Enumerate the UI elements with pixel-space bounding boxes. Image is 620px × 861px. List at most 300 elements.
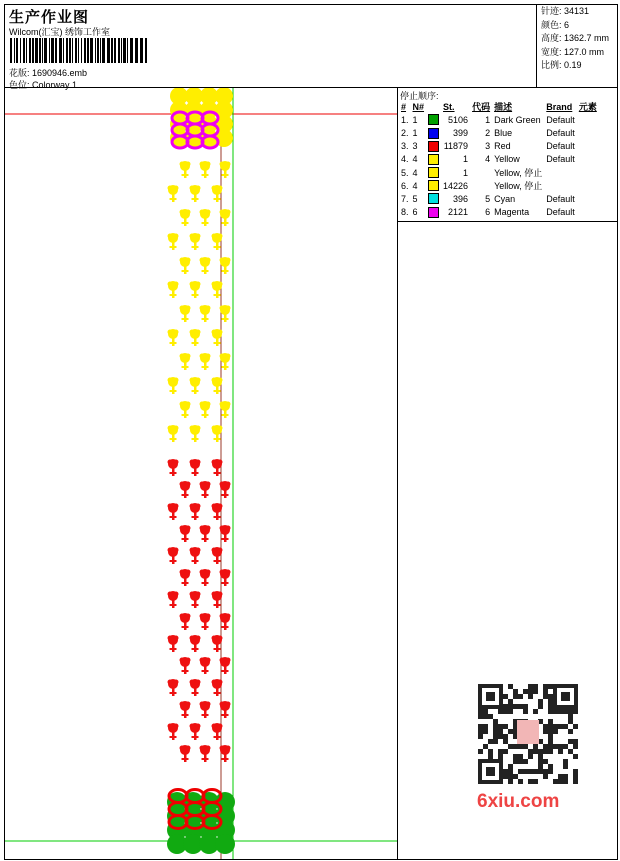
flower-petal [200, 482, 205, 487]
qr-module [508, 774, 513, 779]
flower-petal [200, 354, 205, 359]
flower-stem [216, 337, 219, 346]
stop-sequence-panel [398, 88, 618, 222]
flower-petal [186, 162, 191, 167]
color-swatch [428, 207, 439, 218]
table-header-row [399, 100, 599, 113]
qr-module [548, 684, 553, 689]
cell-description: Magenta [494, 207, 530, 218]
flower-petal [180, 402, 185, 407]
qr-module [513, 704, 518, 709]
flower-leaf [202, 270, 209, 272]
col-description: 描述 [494, 102, 513, 113]
flower-stem [224, 361, 227, 370]
flower-stem [172, 643, 175, 652]
flower-stem [172, 193, 175, 202]
table-row [399, 126, 599, 139]
studio-name: Wilcom(汇宝) 绣饰工作室 [9, 27, 110, 37]
flower-leaf [214, 604, 221, 606]
flower-petal [218, 282, 223, 287]
cell-description: Dark Green [494, 114, 541, 125]
qr-module [528, 779, 533, 784]
stat-height: 高度: 1362.7 mm [541, 33, 610, 43]
flower-petal [196, 680, 201, 685]
flower-leaf [202, 174, 209, 176]
flower-leaf [182, 538, 189, 540]
flower-leaf [214, 516, 221, 518]
stats-panel [536, 4, 618, 88]
flower-petal [226, 658, 231, 663]
color-swatch [428, 180, 439, 191]
flower-stem [184, 665, 187, 674]
cell-element [577, 113, 599, 126]
cell-brand: Default [546, 207, 575, 218]
flower-petal [180, 258, 185, 263]
flower-petal [220, 526, 225, 531]
qr-module [508, 729, 513, 734]
cell-needle: 4 [412, 180, 418, 191]
qr-module [533, 779, 538, 784]
flower-petal [212, 592, 217, 597]
flower-petal [220, 746, 225, 751]
cell-stitches: 5106 [448, 114, 469, 125]
qr-module [493, 724, 498, 729]
cell-needle: 3 [412, 141, 418, 152]
flower-petal [190, 636, 195, 641]
qr-module [513, 759, 518, 764]
flower-leaf [202, 366, 209, 368]
flower-leaf [222, 758, 229, 760]
flower-petal [196, 378, 201, 383]
qr-module [528, 769, 533, 774]
flower-leaf [202, 582, 209, 584]
cell-swatch [426, 206, 441, 219]
qr-module [548, 719, 553, 724]
flower-stem [184, 361, 187, 370]
flower-petal [212, 186, 217, 191]
flower-petal [174, 548, 179, 553]
qr-module [478, 749, 483, 754]
flower-stem [184, 217, 187, 226]
qr-module [478, 734, 483, 739]
flower-petal [186, 402, 191, 407]
cell-swatch [426, 113, 441, 126]
qr-module [513, 754, 518, 759]
cell-needle: 4 [412, 154, 418, 165]
flower-leaf [170, 692, 177, 694]
flower-stem [216, 241, 219, 250]
cell-brand: Default [546, 193, 575, 204]
qr-module [518, 704, 523, 709]
barcode-bar [78, 38, 79, 63]
cell-index: 8. [401, 207, 409, 218]
flower-stem [172, 687, 175, 696]
flower-petal [190, 378, 195, 383]
flower-stem [224, 665, 227, 674]
flower-petal [212, 378, 217, 383]
flower-stem [194, 193, 197, 202]
qr-module [508, 699, 513, 704]
flower-stem [224, 577, 227, 586]
qr-module [558, 744, 563, 749]
flower-petal [218, 234, 223, 239]
flower-leaf [222, 582, 229, 584]
qr-module [523, 689, 528, 694]
flower-petal [174, 426, 179, 431]
cell-swatch [426, 166, 441, 179]
qr-module [488, 714, 493, 719]
flower-petal [200, 702, 205, 707]
flower-petal [200, 746, 205, 751]
flower-petal [196, 724, 201, 729]
flower-leaf [182, 366, 189, 368]
flower-petal [218, 330, 223, 335]
qr-module [498, 749, 503, 754]
flower-petal [206, 526, 211, 531]
col-index: # [401, 101, 407, 112]
flower-stem [204, 709, 207, 718]
barcode-bar [29, 38, 31, 63]
qr-module [548, 734, 553, 739]
flower-leaf [202, 222, 209, 224]
qr-module [543, 759, 548, 764]
table-row [399, 113, 599, 126]
cell-description: Yellow, 停止 [494, 168, 543, 179]
flower-leaf [202, 626, 209, 628]
flower-petal [190, 680, 195, 685]
flower-petal [180, 746, 185, 751]
flower-stem [204, 533, 207, 542]
flower-stem [194, 337, 197, 346]
qr-module [548, 739, 553, 744]
flower-petal [226, 526, 231, 531]
flower-leaf [192, 648, 199, 650]
flower-petal [220, 354, 225, 359]
flower-stem [216, 385, 219, 394]
barcode-bar [10, 38, 12, 63]
flower-petal [206, 570, 211, 575]
qr-module [543, 744, 548, 749]
col-code: 代码 [472, 102, 491, 113]
flower-petal [174, 234, 179, 239]
stat-stitches: 针迹: 34131 [541, 6, 590, 16]
cell-swatch [426, 192, 441, 205]
flower-leaf [170, 604, 177, 606]
flower-leaf [182, 318, 189, 320]
flower-leaf [182, 670, 189, 672]
flower-leaf [182, 270, 189, 272]
cell-brand [544, 166, 577, 179]
qr-module [483, 729, 488, 734]
qr-module [493, 734, 498, 739]
flower-stem [224, 709, 227, 718]
flower-petal [196, 548, 201, 553]
flower-petal [200, 306, 205, 311]
table-row [399, 153, 599, 166]
qr-module [478, 714, 483, 719]
flower-stem [224, 313, 227, 322]
flower-petal [200, 402, 205, 407]
qr-module [478, 724, 483, 729]
flower-petal [174, 592, 179, 597]
flower-leaf [182, 174, 189, 176]
qr-module [518, 779, 523, 784]
qr-module [503, 704, 508, 709]
qr-module [573, 769, 578, 774]
cell-needle: 1 [412, 127, 418, 138]
stop-sequence-caption: 停止顺序: [400, 91, 439, 101]
cell-swatch [426, 153, 441, 166]
flower-stem [216, 467, 219, 476]
color-swatch [428, 128, 439, 139]
barcode-bar [121, 38, 122, 63]
qr-module [523, 769, 528, 774]
flower-stem [224, 217, 227, 226]
cell-stitches: 11879 [443, 141, 469, 152]
flower-stem [216, 511, 219, 520]
cell-index: 4. [401, 154, 409, 165]
flower-petal [186, 258, 191, 263]
qr-module [513, 774, 518, 779]
flower-petal [206, 210, 211, 215]
cell-needle: 6 [412, 207, 418, 218]
qr-module [553, 729, 558, 734]
qr-module [573, 774, 578, 779]
flower-stem [224, 265, 227, 274]
flower-stem [216, 643, 219, 652]
qr-module [538, 754, 543, 759]
qr-module [538, 759, 543, 764]
qr-module [548, 749, 553, 754]
qr-module [538, 749, 543, 754]
qr-module [478, 709, 483, 714]
flower-stem [216, 433, 219, 442]
qr-module [543, 774, 548, 779]
table-row [399, 166, 599, 179]
flower-leaf [192, 390, 199, 392]
flower-petal [190, 504, 195, 509]
qr-module [533, 744, 538, 749]
flower-stem [172, 511, 175, 520]
cell-stitches: 2121 [448, 207, 469, 218]
table-row [399, 179, 599, 192]
flower-stem [184, 169, 187, 178]
header [4, 4, 618, 88]
cell-element [577, 179, 599, 192]
flower-leaf [202, 414, 209, 416]
flower-petal [196, 592, 201, 597]
flower-petal [186, 746, 191, 751]
cell-index: 1. [401, 114, 409, 125]
flower-petal [174, 330, 179, 335]
flower-petal [168, 460, 173, 465]
flower-leaf [192, 294, 199, 296]
flower-leaf [202, 758, 209, 760]
flower-stem [184, 577, 187, 586]
flower-petal [186, 354, 191, 359]
flower-petal [226, 210, 231, 215]
flower-leaf [192, 342, 199, 344]
flower-petal [220, 482, 225, 487]
cell-code: 4 [485, 154, 491, 165]
flower-petal [180, 162, 185, 167]
flower-petal [174, 636, 179, 641]
flower-petal [186, 658, 191, 663]
qr-module [543, 769, 548, 774]
flower-petal [212, 504, 217, 509]
qr-module [568, 714, 573, 719]
qr-module [493, 719, 498, 724]
flower-petal [186, 614, 191, 619]
barcode-bar [35, 38, 38, 63]
flower-petal [218, 426, 223, 431]
flower-stem [204, 577, 207, 586]
flower-leaf [170, 342, 177, 344]
flower-petal [206, 702, 211, 707]
cell-stitches: 1 [463, 154, 469, 165]
barcode-bar [87, 38, 89, 63]
flower-petal [200, 162, 205, 167]
cell-element [577, 206, 599, 219]
flower-stem [204, 217, 207, 226]
qr-module [483, 709, 488, 714]
cell-index: 2. [401, 127, 409, 138]
cell-brand: Default [546, 141, 575, 152]
barcode-bar [42, 38, 43, 63]
flower-petal [196, 504, 201, 509]
flower-leaf [214, 198, 221, 200]
flower-petal [174, 504, 179, 509]
qr-module [543, 749, 548, 754]
barcode-bar [145, 38, 147, 63]
flower-leaf [214, 342, 221, 344]
flower-leaf [170, 198, 177, 200]
flower-petal [212, 330, 217, 335]
flower-petal [186, 570, 191, 575]
flower-stem [194, 241, 197, 250]
qr-module [563, 744, 568, 749]
flower-stem [224, 169, 227, 178]
cell-index: 5. [401, 167, 409, 178]
barcode-bar [39, 38, 41, 63]
flower-stem [172, 731, 175, 740]
qr-module [558, 779, 563, 784]
flower-stem [194, 289, 197, 298]
qr-module [488, 739, 493, 744]
flower-petal [218, 724, 223, 729]
flower-stem [194, 467, 197, 476]
flower-leaf [192, 198, 199, 200]
table-row [399, 206, 599, 219]
flower-leaf [222, 538, 229, 540]
qr-module [503, 769, 508, 774]
qr-module [548, 699, 553, 704]
qr-module [513, 744, 518, 749]
flower-petal [206, 614, 211, 619]
flower-stem [172, 433, 175, 442]
cell-code: 2 [485, 127, 491, 138]
barcode-bar [16, 38, 18, 63]
flower-leaf [222, 714, 229, 716]
qr-module [573, 754, 578, 759]
stat-colors: 颜色: 6 [541, 19, 570, 30]
flower-stem [194, 511, 197, 520]
flower-stem [216, 731, 219, 740]
flower-leaf [202, 494, 209, 496]
barcode-bar [135, 38, 138, 63]
qr-module [563, 724, 568, 729]
qr-module [533, 709, 538, 714]
col-stitches: St. [443, 101, 455, 112]
qr-module [528, 684, 533, 689]
qr-module [493, 729, 498, 734]
qr-module [528, 749, 533, 754]
color-swatch [428, 193, 439, 204]
flower-stem [204, 753, 207, 762]
qr-module [508, 684, 513, 689]
flower-petal [196, 636, 201, 641]
barcode-bar [59, 38, 62, 63]
barcode-bar [49, 38, 50, 63]
qr-module [523, 704, 528, 709]
qr-module [553, 744, 558, 749]
barcode-bar [84, 38, 86, 63]
flower-leaf [182, 758, 189, 760]
flower-leaf [214, 560, 221, 562]
cell-stitches: 399 [453, 127, 469, 138]
flower-stem [172, 467, 175, 476]
flower-leaf [214, 736, 221, 738]
flower-petal [174, 460, 179, 465]
qr-module [548, 769, 553, 774]
qr-module [558, 724, 563, 729]
barcode-bar [72, 38, 73, 63]
flower-petal [212, 724, 217, 729]
cell-swatch [426, 126, 441, 139]
design-preview [5, 88, 398, 859]
flower-leaf [222, 626, 229, 628]
qr-module [528, 754, 533, 759]
flower-petal [168, 378, 173, 383]
flower-stem [184, 709, 187, 718]
qr-module [498, 754, 503, 759]
qr-module [498, 724, 503, 729]
flower-stem [194, 385, 197, 394]
flower-stem [204, 361, 207, 370]
flower-petal [220, 658, 225, 663]
flower-leaf [214, 472, 221, 474]
qr-module [528, 694, 533, 699]
flower-petal [226, 614, 231, 619]
flower-leaf [214, 294, 221, 296]
qr-module [528, 689, 533, 694]
flower-stem [216, 599, 219, 608]
cell-code [470, 179, 492, 192]
qr-module [568, 739, 573, 744]
cell-element [577, 153, 599, 166]
barcode-bar [95, 38, 96, 63]
flower-petal [220, 258, 225, 263]
flower-leaf [202, 670, 209, 672]
flower-petal [168, 330, 173, 335]
qr-module [518, 754, 523, 759]
flower-petal [206, 746, 211, 751]
flower-petal [212, 548, 217, 553]
flower-petal [186, 482, 191, 487]
flower-petal [168, 548, 173, 553]
cell-code: 5 [485, 193, 491, 204]
flower-petal [180, 482, 185, 487]
